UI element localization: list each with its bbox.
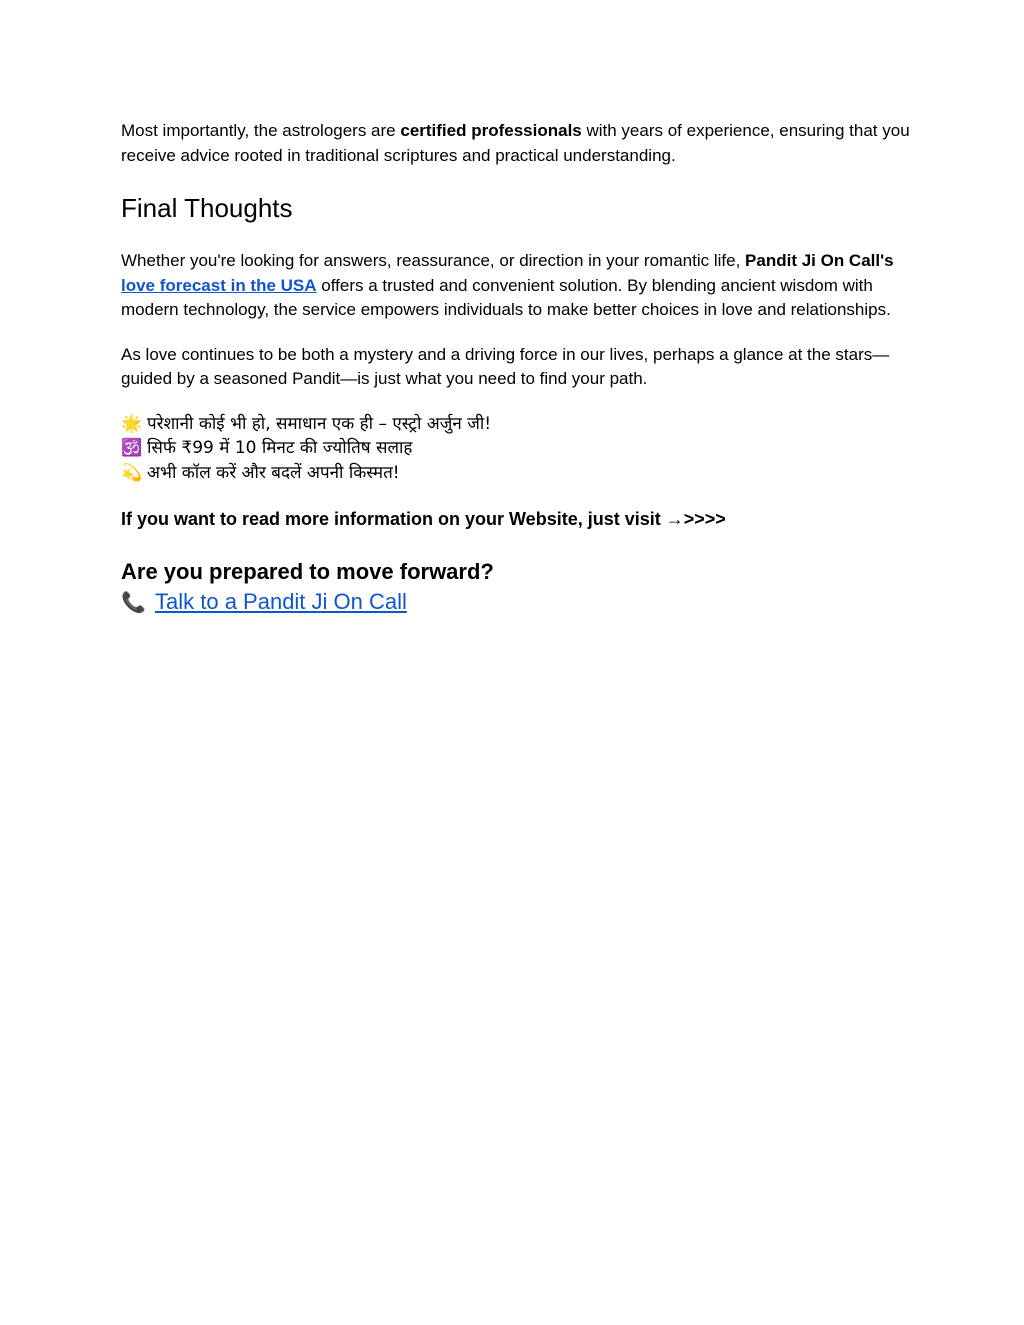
hindi-line-1-text: परेशानी कोई भी हो, समाधान एक ही – एस्ट्रो अर्जुन जी! <box>147 413 492 434</box>
star-icon: 🌟 <box>121 413 143 434</box>
hindi-promo-block <box>121 412 911 486</box>
hindi-line-1 <box>121 412 911 437</box>
prepared-heading: Are you prepared to move forward? <box>121 559 494 584</box>
om-icon: 🕉️ <box>121 438 143 458</box>
para2-bold: Pandit Ji On Call's <box>745 251 894 270</box>
hindi-line-3-text: अभी कॉल करें और बदलें अपनी किस्मत! <box>147 462 400 483</box>
romantic-life-paragraph <box>121 249 911 323</box>
hindi-line-3 <box>121 461 911 486</box>
love-forecast-link[interactable]: love forecast in the USA <box>121 275 317 295</box>
para2-text-2: offers a trusted and convenient solution. By blending ancient wisdom with modern technology, the service empowers individuals to make better choices in love and relationships. <box>121 275 891 319</box>
document-page <box>121 119 911 618</box>
intro-text-2: with years of experience, ensuring that you receive advice rooted in traditional scriptures and practical understanding. <box>121 121 910 165</box>
final-thoughts-heading: Final Thoughts <box>121 193 293 223</box>
talk-to-pandit-link[interactable]: Talk to a Pandit Ji On Call <box>155 589 407 614</box>
para2-text-1: Whether you're looking for answers, reassurance, or direction in your romantic life, <box>121 251 746 270</box>
phone-icon: 📞 <box>121 592 146 614</box>
dizzy-star-icon: 💫 <box>121 462 143 483</box>
intro-paragraph <box>121 119 911 168</box>
intro-bold: certified professionals <box>400 121 582 140</box>
hindi-line-2-text: सिर्फ ₹99 में 10 मिनट की ज्योतिष सलाह <box>147 438 413 458</box>
intro-text-1: Most importantly, the astrologers are <box>121 121 401 140</box>
mystery-paragraph: As love continues to be both a mystery and a driving force in our lives, perhaps a glance at the stars—guided by a seasoned Pandit—is just what you need to find your path. <box>121 344 890 388</box>
visit-website-text: If you want to read more information on your Website, just visit →>>>> <box>121 509 726 529</box>
hindi-line-2 <box>121 436 911 461</box>
talk-line <box>121 587 911 618</box>
